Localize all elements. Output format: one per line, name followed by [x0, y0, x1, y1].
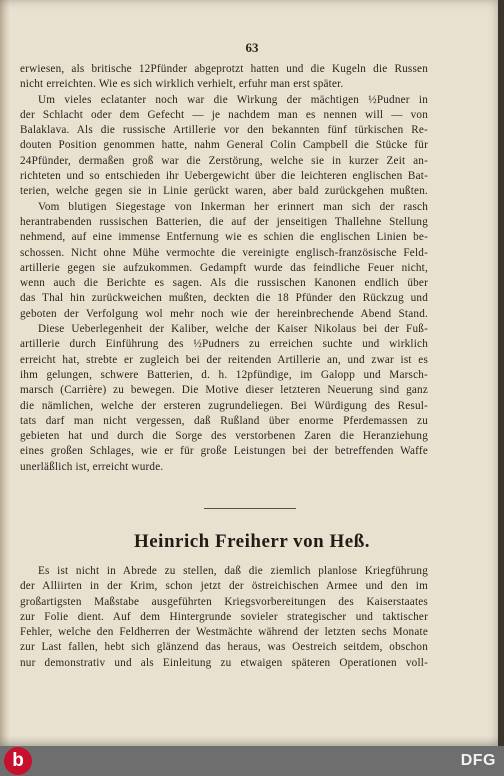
- text-line: ihm gelungen, schwere Batterien, d. h. 12pfündige, im Galopp und Marsch-: [20, 368, 428, 381]
- text-line: das Thal hin zurückweichen mußten, deckten die 18 Pfünder den Rückzug und: [20, 292, 428, 305]
- body-text-section-2: [20, 564, 428, 671]
- text-line: eines großen Schlages, wie er für große Leistungen bei der betreffenden Waffe: [20, 445, 428, 458]
- text-line: erreicht hat, strebte er zugleich bei der reitenden Artillerie an, und zwar ist es: [20, 353, 428, 366]
- text-line: tats darf man nicht vergessen, daß Rußland über enorme Pferdemassen zu: [20, 414, 428, 427]
- text-line: douten Position genommen hatte, nahm General Colin Campbell die Stücke für: [20, 139, 428, 152]
- section-heading: Heinrich Freiherr von Heß.: [133, 531, 371, 552]
- section-divider: [204, 508, 296, 509]
- text-line: artillerie durch Einführung des ½Pudners zu erreichen suchte und wirklich: [20, 338, 428, 351]
- page-number: 63: [245, 40, 259, 55]
- text-line: wenn auch die Berichte es sagen. Als die russischen Kanonen endlich über: [20, 277, 428, 290]
- text-line: nicht erreichten. Wie es sich wirklich verhielt, erfuhr man erst später.: [20, 78, 344, 91]
- text-line: Um vieles eclatanter noch war die Wirkung der mächtigen ½Pudner in: [38, 93, 428, 106]
- text-line: geboten der Verfolgung wol mehr noch wie der hereinbrechende Abend Stand.: [20, 307, 428, 320]
- text-line: schossen. Nicht ohne Mühe vermochte die vereinigte englisch-französische Feld-: [20, 246, 428, 259]
- text-line: herantrabenden russischen Batterien, die auf der jenseitigen Thallehne Stellung: [20, 215, 428, 228]
- text-line: terien, welche gegen sie in Linie gerückt waren, aber bald zurückgehen mußten.: [20, 185, 428, 198]
- text-line: richteten und so entschieden ihr Uebergewicht über die leichteren englischen Bat-: [20, 170, 428, 183]
- text-line: unerläßlich ist, erreicht wurde.: [20, 460, 164, 473]
- text-line: nehmend, auf eine immense Entfernung wie es schien die englischen Linien be-: [20, 231, 428, 244]
- text-line: nur demonstrativ und als Einleitung zu etwaigen späteren Operationen voll-: [20, 656, 428, 669]
- text-line: Es ist nicht in Abrede zu stellen, daß die ziemlich planlose Kriegführung: [38, 565, 428, 577]
- text-line: erwiesen, als britische 12Pfünder abgeprotzt hatten und die Kugeln die Russen: [20, 63, 428, 75]
- text-line: die nämlichen, welche der ersteren zugrundeliegen. Bei Würdigung des Resul-: [20, 399, 428, 412]
- text-line: zur Folie dient. Auf dem Hintergrunde sovieler strategischer und taktischer: [20, 610, 428, 623]
- viewer-footer-bar: [0, 746, 504, 776]
- dfg-logo[interactable]: DFG: [460, 752, 496, 769]
- text-line: Vom blutigen Siegestage von Inkerman her erinnert man sich der rasch: [38, 200, 428, 213]
- text-line: zur Last fallen, hebt sich glänzend das heraus, was Oestreich seitdem, obschon: [20, 641, 428, 654]
- text-line: Balaklava. Als die russische Artillerie vor den bekannten fünf türkischen Re-: [20, 124, 428, 137]
- text-line: der Alliirten in der Krim, schon jetzt der östreichischen Armee und den im: [20, 580, 428, 593]
- text-line: marsch (Carrière) zu bewegen. Die Motive dieser letzteren Neuerung sind ganz: [20, 384, 428, 397]
- viewer-logo-icon[interactable]: b: [4, 747, 32, 775]
- text-line: großartigsten Maßstabe ausgeführten Kriegsvorbereitungen des Kaiserstaates: [20, 595, 428, 608]
- text-line: 24Pfünder, dermaßen groß war die Zerstörung, welche sie in kurzer Zeit an-: [20, 154, 428, 167]
- text-line: der Schlacht oder dem Gefecht — je nachdem man es nennen will — von: [20, 108, 428, 121]
- text-line: gebieten hat und durch die Sorge des verstorbenen Zaren die Heranziehung: [20, 430, 428, 443]
- body-text-section-1: [20, 62, 428, 475]
- text-line: Fehler, welche den Feldherren der Westmächte während der letzten sechs Monate: [20, 626, 428, 639]
- text-line: artillerie gegen sie aufzukommen. Gedampft wurde das feindliche Feuer nicht,: [20, 261, 428, 274]
- text-line: Diese Ueberlegenheit der Kaliber, welche der Kaiser Nikolaus bei der Fuß-: [38, 323, 428, 336]
